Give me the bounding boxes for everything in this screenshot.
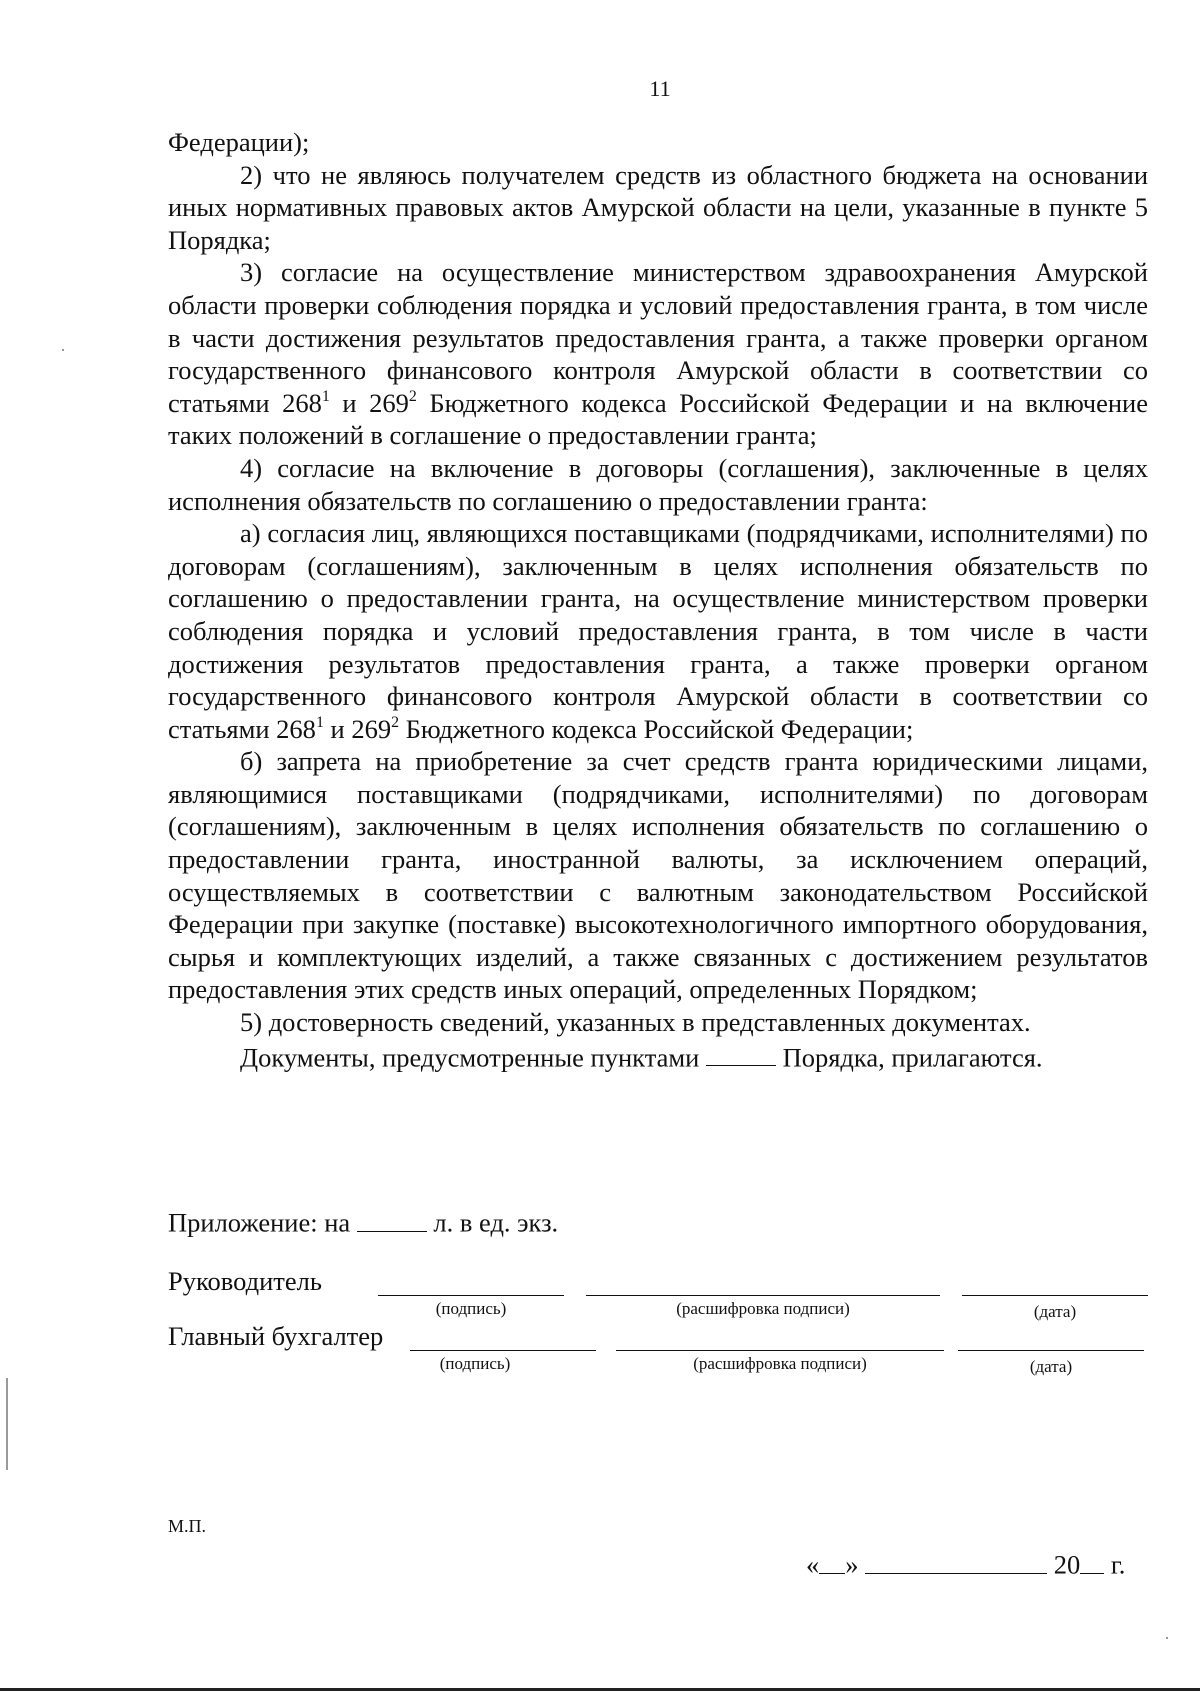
decoding-line bbox=[586, 1295, 940, 1296]
caption-signature: (подпись) bbox=[435, 1299, 507, 1318]
document-body bbox=[168, 126, 1148, 1074]
bottom-scan-edge bbox=[0, 1688, 1200, 1691]
attachment-line bbox=[168, 1204, 558, 1239]
paragraph-item-5: 5) достоверность сведений, указанных в представленных документах. bbox=[240, 1007, 1031, 1038]
caption-date: (дата) bbox=[1029, 1357, 1073, 1376]
text-segment: и 269 bbox=[323, 713, 392, 744]
close-quote: » bbox=[845, 1549, 859, 1580]
paragraph-continuation: Федерации); bbox=[168, 127, 310, 157]
text-segment: Документы, предусмотренные пунктами bbox=[240, 1042, 700, 1073]
scan-speck bbox=[1166, 1637, 1168, 1639]
paragraph-documents bbox=[168, 1039, 1148, 1074]
stamp-label: М.П. bbox=[168, 1516, 207, 1536]
paragraph-subitem-b: б) запрета на приобретение за счет средств гранта юридическими лицами, являющимися поставщиками (подрядчиками, исполнителями) по договорам (соглашениям), заключенным в целях исполнения обязательств по соглашению о предоставлении гранта, иностранной валюты, за исключением операций, осуществляемых в соответствии с валютным законодательством Российской Федерации при закупке (поставке) высокотехнологичного импортного оборудования, сырья и комплектующих изделий, а также связанных с достижением результатов предоставления этих средств иных операций, определенных Порядком; bbox=[168, 746, 1148, 1005]
blank-field bbox=[706, 1039, 776, 1067]
superscript: 2 bbox=[391, 713, 400, 731]
year-suffix: г. bbox=[1110, 1549, 1126, 1580]
caption-decoding: (расшифровка подписи) bbox=[676, 1299, 850, 1318]
superscript: 1 bbox=[315, 713, 324, 731]
text-segment: Бюджетного кодекса Российской Федерации; bbox=[399, 713, 914, 744]
paragraph-item-2: 2) что не являюсь получателем средств из областного бюджета на основании иных нормативных правовых актов Амурской области на цели, указанные в пункте 5 Порядка; bbox=[168, 159, 1148, 255]
signature-line bbox=[378, 1295, 564, 1296]
date-line bbox=[962, 1295, 1148, 1296]
blank-field bbox=[865, 1546, 1047, 1574]
year-prefix: 20 bbox=[1053, 1549, 1081, 1580]
date-line bbox=[958, 1350, 1144, 1351]
page-number: 11 bbox=[649, 76, 671, 101]
accountant-label: Главный бухгалтер bbox=[168, 1321, 384, 1351]
attachment-prefix: Приложение: на bbox=[168, 1207, 351, 1238]
scan-edge-mark bbox=[6, 1378, 8, 1470]
director-label: Руководитель bbox=[168, 1266, 322, 1296]
paragraph-subitem-a bbox=[168, 517, 1148, 745]
blank-field bbox=[1080, 1546, 1104, 1574]
caption-decoding: (расшифровка подписи) bbox=[693, 1354, 867, 1373]
signature-line bbox=[410, 1350, 596, 1351]
text-segment: Бюджетного кодекса Российской Федерации и на включение таких положений в соглашение о предоставлении гранта; bbox=[168, 387, 1148, 451]
caption-date: (дата) bbox=[1033, 1302, 1077, 1321]
open-quote: « bbox=[806, 1549, 820, 1580]
blank-field bbox=[819, 1546, 845, 1574]
text-segment: Порядка, прилагаются. bbox=[782, 1042, 1043, 1073]
decoding-line bbox=[616, 1350, 944, 1351]
text-segment: 3) согласие на осуществление министерством здравоохранения Амурской области проверки соблюдения порядка и условий предоставления гранта, в том числе в части достижения результатов предоставления гранта, а также проверки органом государственного финансового контроля Амурской области в соответствии со статьями 268 bbox=[168, 257, 1148, 418]
paragraph-item-3 bbox=[168, 256, 1148, 452]
date-fill-line bbox=[806, 1546, 1125, 1581]
scan-speck bbox=[62, 349, 64, 351]
text-segment: и 269 bbox=[329, 387, 409, 418]
attachment-suffix: л. в ед. экз. bbox=[433, 1207, 559, 1238]
paragraph-item-4: 4) согласие на включение в договоры (соглашения), заключенные в целях исполнения обязательств по соглашению о предоставлении гранта: bbox=[168, 452, 1148, 516]
text-segment: а) согласия лиц, являющихся поставщиками (подрядчиками, исполнителями) по договорам (соглашениям), заключенным в целях исполнения обязательств по соглашению о предоставлении гранта, на осуществление министерством проверки соблюдения порядка и условий предоставления гранта, в том числе в части достижения результатов предоставления гранта, а также проверки органом государственного финансового контроля Амурской области в соответствии со статьями 268 bbox=[168, 518, 1148, 744]
superscript: 1 bbox=[321, 387, 330, 405]
caption-signature: (подпись) bbox=[439, 1354, 511, 1373]
blank-field bbox=[357, 1204, 427, 1232]
superscript: 2 bbox=[408, 387, 417, 405]
